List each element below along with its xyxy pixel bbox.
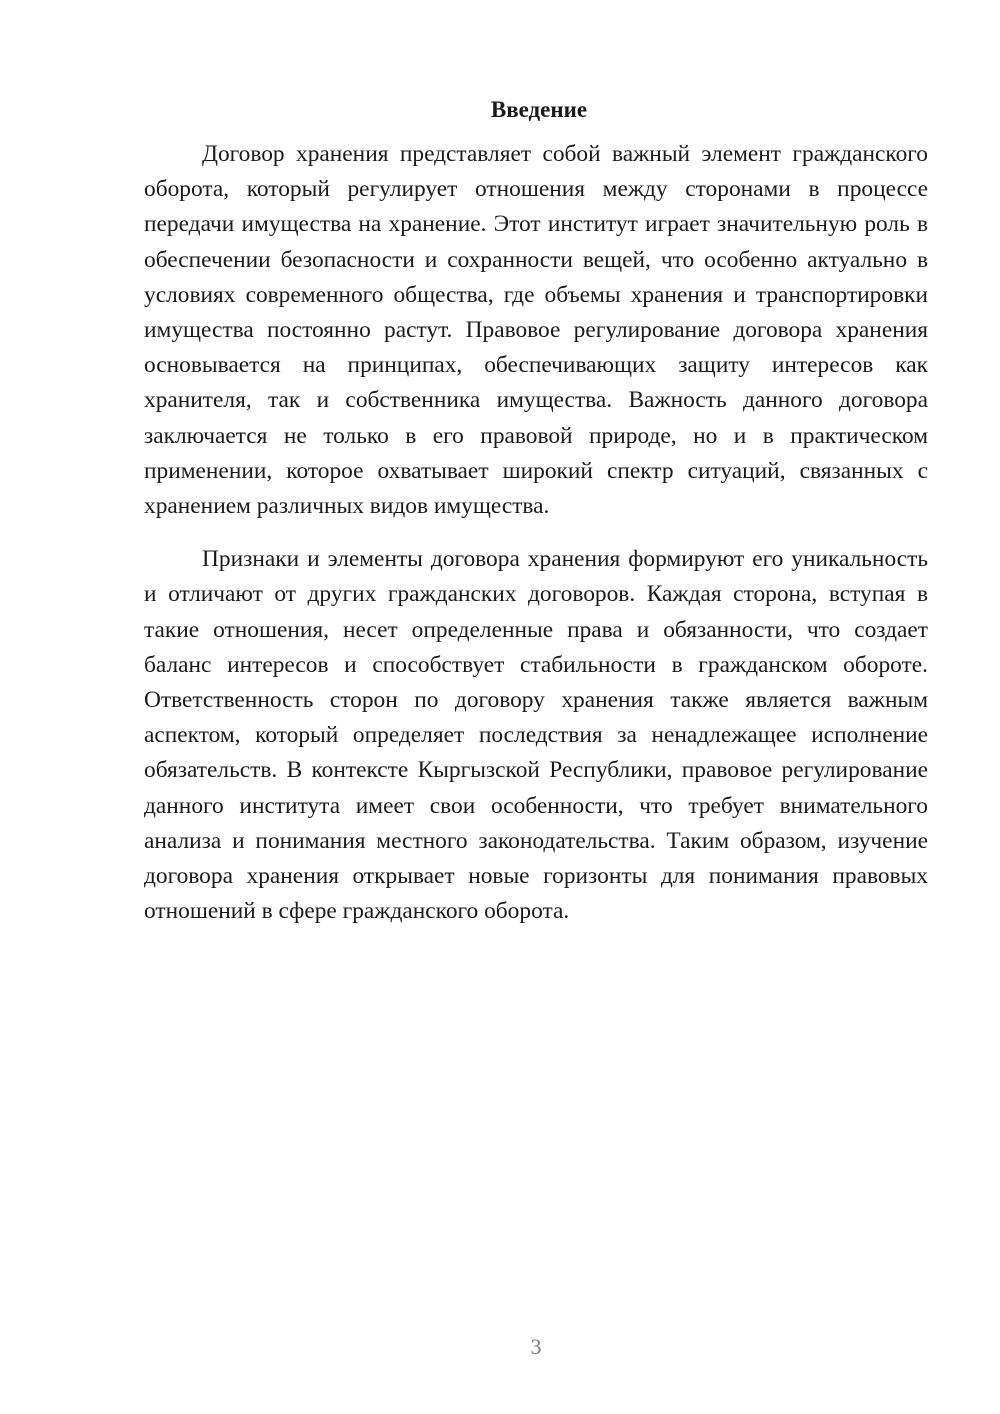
paragraph-1: Договор хранения представляет собой важный элемент гражданского оборота, который регулирует отношения между сторонами в процессе передачи имущества на хранение. Этот институт играет значительную роль в обеспечении безопасности и сохранности вещей, что особенно актуально в условиях современного общества, где объемы хранения и транспортировки имущества постоянно растут. Правовое регулирование договора хранения основывается на принципах, обеспечивающих защиту интересов как хранителя, так и собственника имущества. Важность данного договора заключается не только в его правовой природе, но и в практическом применении, которое охватывает широкий спектр ситуаций, связанных с хранением различных видов имущества. [144, 141, 928, 520]
page-number: 3 [530, 1334, 542, 1359]
page-content [144, 92, 928, 929]
paragraph-2: Признаки и элементы договора хранения формируют его уникальность и отличают от других гражданских договоров. Каждая сторона, вступая в такие отношения, несет определенные права и обязанности, что создает баланс интересов и способствует стабильности в гражданском обороте. Ответственность сторон по договору хранения также является важным аспектом, который определяет последствия за ненадлежащее исполнение обязательств. В контексте Кыргызской Республики, правовое регулирование данного института имеет свои особенности, что требует внимательного анализа и понимания местного законодательства. Таким образом, изучение договора хранения открывает новые горизонты для понимания правовых отношений в сфере гражданского оборота. [144, 546, 928, 925]
section-title: Введение [490, 97, 588, 122]
